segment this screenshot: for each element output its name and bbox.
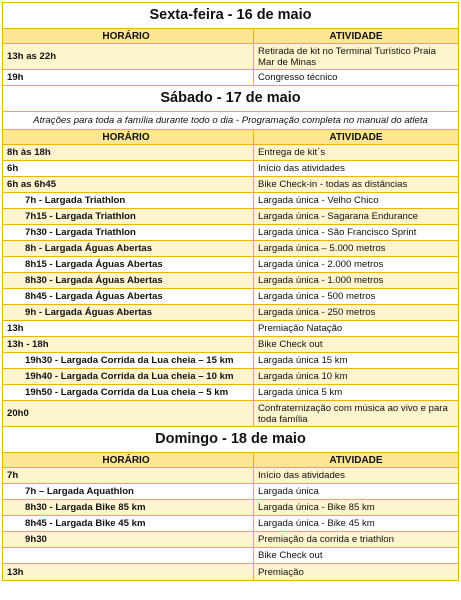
col-atividade: ATIVIDADE	[329, 131, 383, 143]
activity-cell: Largada única - 250 metros	[258, 307, 376, 318]
table-row	[3, 177, 458, 193]
table-row	[3, 337, 458, 353]
time-cell: 13h	[3, 564, 254, 580]
activity-cell: Congresso técnico	[258, 72, 338, 83]
activity-cell: Bike Check-in - todas as distâncias	[258, 179, 408, 190]
day-title-sexta: Sexta-feira - 16 de maio	[3, 3, 458, 29]
activity-cell: Largada única - Velho Chico	[258, 195, 379, 206]
time-cell: 19h40 - Largada Corrida da Lua cheia – 10 km	[3, 369, 254, 384]
activity-cell: Largada única - 500 metros	[258, 291, 376, 302]
time-cell: 19h50 - Largada Corrida da Lua cheia – 5 km	[3, 385, 254, 400]
table-row	[3, 289, 458, 305]
activity-cell: Largada única – 5.000 metros	[258, 243, 386, 254]
day-title-sabado: Sábado - 17 de maio	[3, 86, 458, 112]
activity-cell: Premiação da corrida e triathlon	[258, 534, 394, 545]
activity-cell: Largada única - Bike 85 km	[258, 502, 375, 513]
activity-cell: Confraternização com música ao vivo e para toda família	[258, 402, 448, 425]
day-title-domingo: Domingo - 18 de maio	[3, 427, 458, 453]
table-row	[3, 257, 458, 273]
time-cell: 9h30	[3, 532, 254, 547]
table-row	[3, 273, 458, 289]
activity-cell: Largada única - Bike 45 km	[258, 518, 375, 529]
schedule-table	[2, 2, 459, 581]
time-cell: 7h15 - Largada Triathlon	[3, 209, 254, 224]
col-horario: HORÁRIO	[3, 130, 254, 144]
time-cell: 7h – Largada Aquathlon	[3, 484, 254, 499]
table-row	[3, 369, 458, 385]
time-cell: 19h	[3, 70, 254, 85]
activity-cell: Início das atividades	[258, 470, 345, 481]
table-row	[3, 193, 458, 209]
table-row	[3, 225, 458, 241]
table-row	[3, 500, 458, 516]
time-cell: 13h	[3, 321, 254, 336]
activity-cell: Premiação Natação	[258, 323, 343, 334]
col-atividade: ATIVIDADE	[329, 30, 383, 42]
time-cell: 8h45 - Largada Águas Abertas	[3, 289, 254, 304]
table-row	[3, 321, 458, 337]
activity-cell: Início das atividades	[258, 163, 345, 174]
activity-cell: Largada única	[258, 486, 319, 497]
activity-cell: Largada única 5 km	[258, 387, 343, 398]
table-row	[3, 161, 458, 177]
table-row	[3, 564, 458, 580]
table-row	[3, 305, 458, 321]
time-cell: 8h15 - Largada Águas Abertas	[3, 257, 254, 272]
activity-cell: Largada única - São Francisco Sprint	[258, 227, 417, 238]
table-row	[3, 209, 458, 225]
time-cell	[3, 548, 254, 563]
header-row	[3, 453, 458, 468]
time-cell: 20h0	[3, 401, 254, 426]
table-row	[3, 353, 458, 369]
table-row	[3, 532, 458, 548]
col-atividade: ATIVIDADE	[329, 454, 383, 466]
activity-cell: Bike Check out	[258, 550, 323, 561]
table-row	[3, 44, 458, 70]
activity-cell: Retirada de kit no Terminal Turístico Praia Mar de Minas	[258, 45, 436, 68]
table-row	[3, 516, 458, 532]
header-row	[3, 130, 458, 145]
col-horario: HORÁRIO	[3, 453, 254, 467]
time-cell: 7h	[3, 468, 254, 483]
table-row	[3, 468, 458, 484]
table-row	[3, 70, 458, 86]
time-cell: 6h as 6h45	[3, 177, 254, 192]
table-row	[3, 401, 458, 427]
time-cell: 7h30 - Largada Triathlon	[3, 225, 254, 240]
time-cell: 13h - 18h	[3, 337, 254, 352]
time-cell: 13h as 22h	[3, 44, 254, 69]
table-row	[3, 385, 458, 401]
table-row	[3, 241, 458, 257]
activity-cell: Largada única 15 km	[258, 355, 348, 366]
time-cell: 6h	[3, 161, 254, 176]
activity-cell: Largada única - 2.000 metros	[258, 259, 384, 270]
time-cell: 8h45 - Largada Bike 45 km	[3, 516, 254, 531]
activity-cell: Premiação	[258, 566, 304, 578]
time-cell: 9h - Largada Águas Abertas	[3, 305, 254, 320]
activity-cell: Bike Check out	[258, 339, 323, 350]
time-cell: 19h30 - Largada Corrida da Lua cheia – 15 km	[3, 353, 254, 368]
time-cell: 8h às 18h	[3, 145, 254, 160]
col-horario: HORÁRIO	[3, 29, 254, 43]
activity-cell: Largada única - 1.000 metros	[258, 275, 384, 286]
activity-cell: Entrega de kit´s	[258, 147, 326, 158]
header-row	[3, 29, 458, 44]
table-row	[3, 484, 458, 500]
table-row	[3, 145, 458, 161]
time-cell: 8h30 - Largada Águas Abertas	[3, 273, 254, 288]
time-cell: 8h - Largada Águas Abertas	[3, 241, 254, 256]
table-row	[3, 548, 458, 564]
activity-cell: Largada única 10 km	[258, 371, 348, 382]
day-note: Atrações para toda a família durante todo o dia - Programação completa no manual do atleta	[3, 112, 458, 130]
time-cell: 8h30 - Largada Bike 85 km	[3, 500, 254, 515]
activity-cell: Largada única - Sagarana Endurance	[258, 211, 419, 222]
time-cell: 7h - Largada Triathlon	[3, 193, 254, 208]
